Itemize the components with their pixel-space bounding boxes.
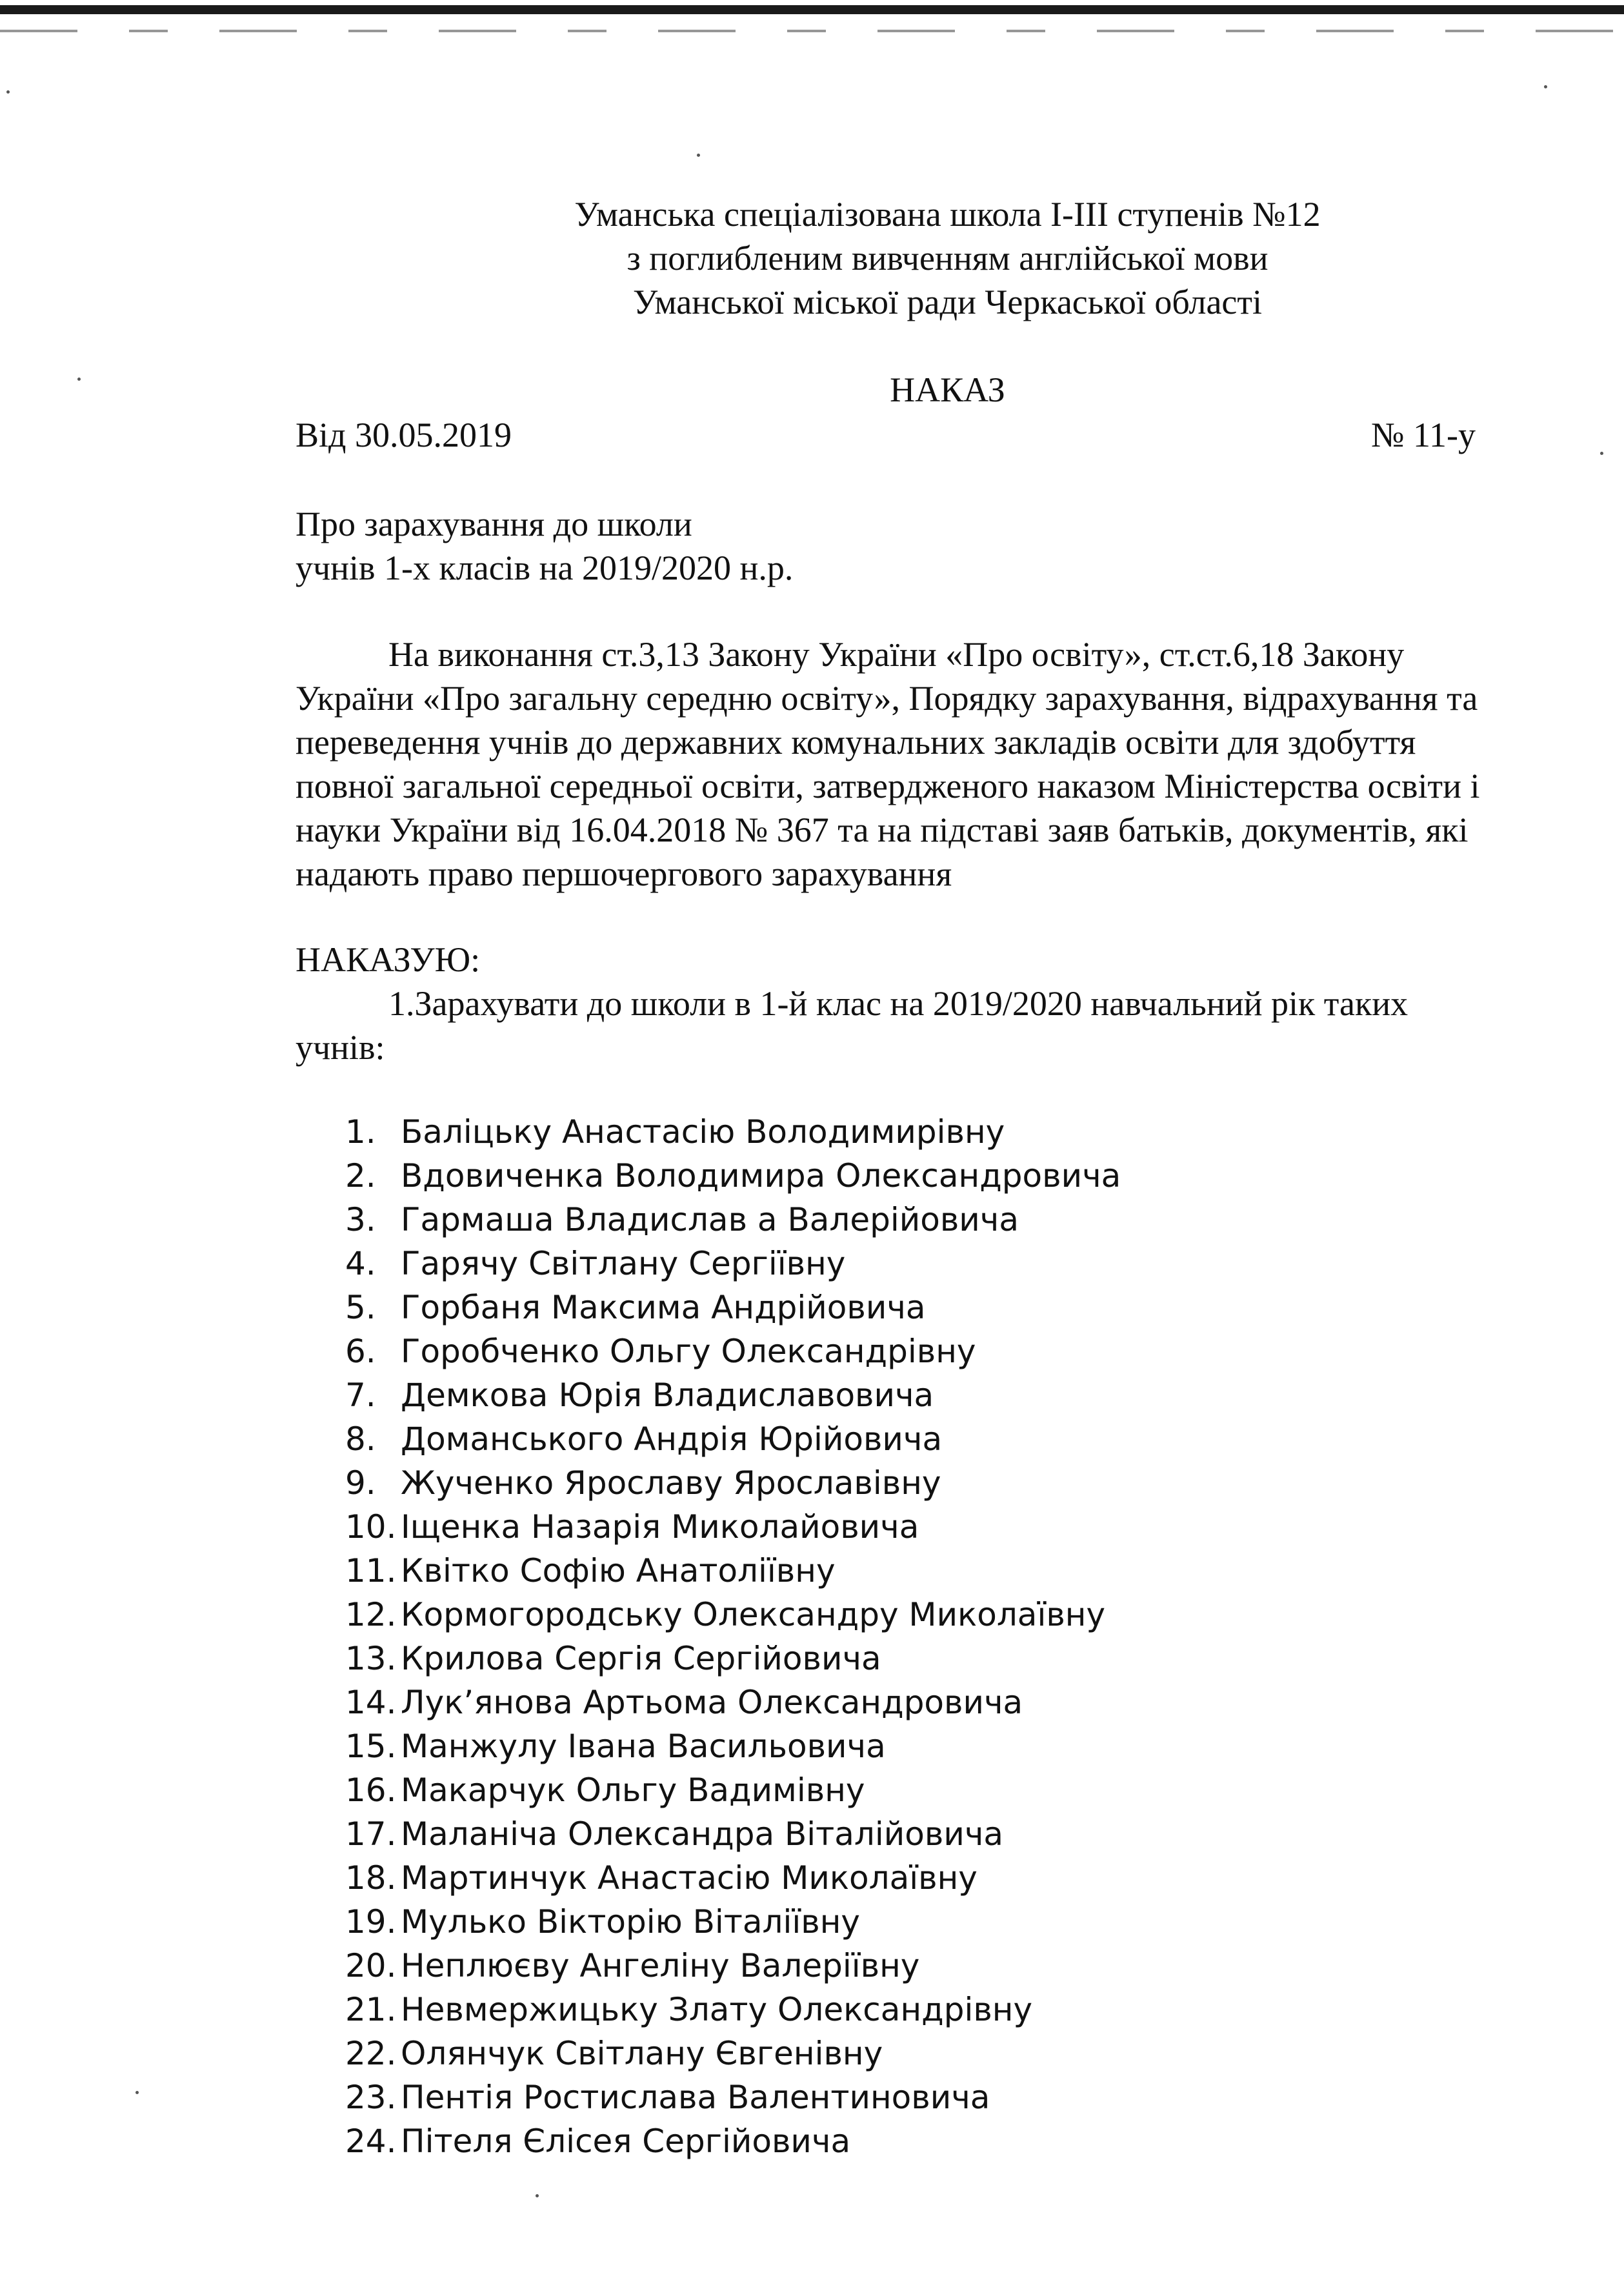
school-name-line-1: Уманська спеціалізована школа I-III ступенів №12 [574, 195, 1321, 234]
preamble-line-6: надають право першочергового зарахування [296, 854, 952, 893]
list-item [345, 1549, 1121, 1593]
list-item-number: 8. [345, 1420, 376, 1458]
list-item-number: 23. [345, 2079, 397, 2116]
list-item-name: Пентія Ростислава Валентиновича [401, 2079, 990, 2116]
order-title: НАКАЗ [890, 370, 1005, 409]
list-item [345, 1198, 1121, 1242]
scan-speck [1600, 452, 1603, 455]
list-item-number: 17. [345, 1815, 397, 1853]
list-item-name: Кормогородську Олександру Миколаївну [401, 1596, 1106, 1633]
scan-speck [1544, 85, 1547, 88]
list-item-number: 1. [345, 1113, 376, 1151]
list-item [345, 1944, 1121, 1988]
order-date: Від 30.05.2019 [296, 416, 512, 454]
list-item-number: 20. [345, 1947, 397, 1984]
directive-item-1-line-2: учнів: [296, 1028, 385, 1067]
scan-speck [135, 2091, 139, 2094]
list-item-name: Гармаша Владислав а Валерійовича [401, 1201, 1019, 1238]
list-item-name: Вдовиченка Володимира Олександровича [401, 1157, 1121, 1195]
list-item-name: Крилова Сергія Сергійовича [401, 1640, 881, 1677]
list-item-name: Баліцьку Анастасію Володимирівну [401, 1113, 1005, 1151]
preamble-line-3: переведення учнів до державних комунальних закладів освіти для здобуття [296, 723, 1416, 762]
list-item-number: 11. [345, 1552, 397, 1589]
scan-speck [536, 2194, 539, 2197]
list-item-name: Доманського Андрія Юрійовича [401, 1420, 943, 1458]
list-item-number: 21. [345, 1991, 397, 2028]
list-item-number: 18. [345, 1859, 397, 1897]
scan-speck [697, 154, 700, 157]
list-item-number: 16. [345, 1771, 397, 1809]
preamble-line-2: України «Про загальну середню освіту», Порядку зарахування, відрахування та [296, 679, 1478, 718]
list-item-name: Гарячу Світлану Сергіївну [401, 1245, 846, 1282]
scan-top-border [0, 5, 1624, 14]
scan-dash-line [0, 30, 1624, 32]
subject-line-2: учнів 1-х класів на 2019/2020 н.р. [296, 549, 794, 587]
list-item-number: 4. [345, 1245, 376, 1282]
list-item-number: 14. [345, 1684, 397, 1721]
directive-item-1-line-1: 1.Зарахувати до школи в 1-й клас на 2019/2020 навчальний рік таких [388, 984, 1408, 1023]
list-item-name: Макарчук Ольгу Вадимівну [401, 1771, 865, 1809]
list-item-number: 15. [345, 1728, 397, 1765]
list-item-number: 7. [345, 1377, 376, 1414]
list-item [345, 1988, 1121, 2032]
list-item-name: Жученко Ярославу Ярославівну [401, 1464, 941, 1502]
list-item-number: 9. [345, 1464, 376, 1502]
list-item [345, 1593, 1121, 1637]
list-item-name: Лук’янова Артьома Олександровича [401, 1684, 1023, 1721]
list-item [345, 1373, 1121, 1417]
list-item-name: Демкова Юрія Владиславовича [401, 1377, 934, 1414]
list-item-number: 3. [345, 1201, 376, 1238]
list-item-name: Іщенка Назарія Миколайовича [401, 1508, 919, 1546]
subject-line-1: Про зарахування до школи [296, 505, 692, 543]
list-item-name: Невмержицьку Злату Олександрівну [401, 1991, 1033, 2028]
list-item-name: Мартинчук Анастасію Миколаївну [401, 1859, 977, 1897]
list-item-number: 13. [345, 1640, 397, 1677]
list-item [345, 1329, 1121, 1373]
list-item-name: Квітко Софію Анатоліївну [401, 1552, 836, 1589]
list-item [345, 1154, 1121, 1198]
directive-heading: НАКАЗУЮ: [296, 940, 481, 979]
list-item-number: 19. [345, 1903, 397, 1941]
list-item-name: Маланіча Олександра Віталійовича [401, 1815, 1004, 1853]
list-item [345, 1461, 1121, 1505]
list-item-number: 12. [345, 1596, 397, 1633]
list-item-number: 22. [345, 2035, 397, 2072]
school-name-line-2: з поглибленим вивченням англійської мови [627, 239, 1268, 277]
list-item-number: 24. [345, 2123, 397, 2160]
list-item [345, 2075, 1121, 2119]
preamble-line-1: На виконання ст.3,13 Закону України «Про освіту», ст.ст.6,18 Закону [388, 635, 1405, 674]
list-item-number: 6. [345, 1333, 376, 1370]
list-item [345, 2032, 1121, 2075]
list-item-number: 10. [345, 1508, 397, 1546]
list-item [345, 1417, 1121, 1461]
list-item-name: Олянчук Світлану Євгенівну [401, 2035, 883, 2072]
scan-speck [77, 378, 81, 381]
list-item [345, 1900, 1121, 1944]
list-item [345, 1812, 1121, 1856]
list-item [345, 1505, 1121, 1549]
list-item-number: 5. [345, 1289, 376, 1326]
list-item [345, 1680, 1121, 1724]
list-item-name: Пітеля Єлісея Сергійовича [401, 2123, 851, 2160]
list-item [345, 1768, 1121, 1812]
list-item-name: Манжулу Івана Васильовича [401, 1728, 886, 1765]
scan-speck [6, 90, 10, 94]
list-item [345, 1637, 1121, 1680]
list-item [345, 1724, 1121, 1768]
student-list [345, 1110, 1121, 2163]
list-item [345, 1110, 1121, 1154]
list-item [345, 1856, 1121, 1900]
school-name-line-3: Уманської міської ради Черкаської області [632, 283, 1262, 321]
preamble-line-4: повної загальної середньої освіти, затвердженого наказом Міністерства освіти і [296, 767, 1480, 805]
list-item-name: Горбаня Максима Андрійовича [401, 1289, 926, 1326]
list-item [345, 2119, 1121, 2163]
list-item-name: Мулько Вікторію Віталіївну [401, 1903, 861, 1941]
list-item-name: Горобченко Ольгу Олександрівну [401, 1333, 976, 1370]
order-number: № 11-у [1371, 416, 1476, 454]
list-item-number: 2. [345, 1157, 376, 1195]
list-item [345, 1242, 1121, 1286]
list-item [345, 1286, 1121, 1329]
list-item-name: Неплюєву Ангеліну Валеріївну [401, 1947, 920, 1984]
preamble-line-5: науки України від 16.04.2018 № 367 та на підставі заяв батьків, документів, які [296, 811, 1469, 849]
